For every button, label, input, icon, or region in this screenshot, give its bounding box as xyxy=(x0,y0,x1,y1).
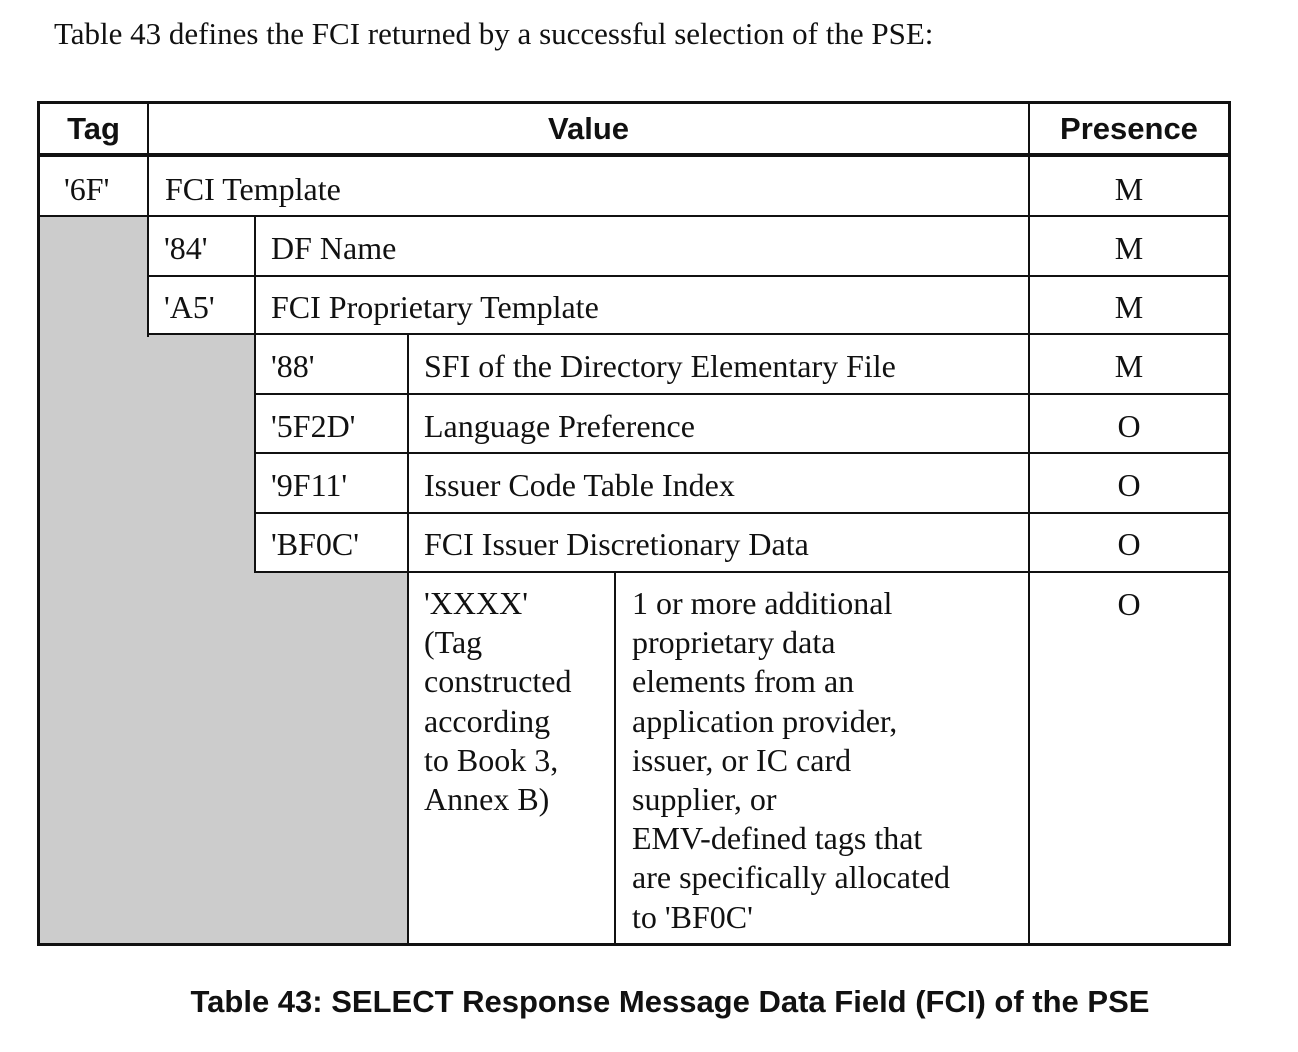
table-row-tag: '9F11' xyxy=(271,467,348,503)
level-3-tag-divider xyxy=(407,333,409,946)
tag-line: constructed xyxy=(424,663,572,700)
row-line-3 xyxy=(148,333,1231,335)
table-row-tag: '6F' xyxy=(64,171,110,207)
value-line: proprietary data xyxy=(632,624,836,661)
value-line: to 'BF0C' xyxy=(632,898,753,935)
table-row-presence: M xyxy=(1114,230,1144,266)
tag-line: 'XXXX' xyxy=(424,585,528,621)
tag-line: (Tag xyxy=(424,624,483,661)
table-row-value: SFI of the Directory Elementary File xyxy=(424,348,896,384)
tag-line: according xyxy=(424,702,551,739)
table-row-presence: O xyxy=(1117,467,1141,503)
table-row-value-multiline xyxy=(632,584,950,937)
table-row-tag-multiline xyxy=(424,584,572,819)
row-line-4 xyxy=(255,393,1231,395)
table-row-presence: O xyxy=(1117,526,1141,562)
table-row-tag: 'A5' xyxy=(164,289,215,325)
indent-shade-level-1 xyxy=(38,217,148,945)
row-line-2 xyxy=(148,275,1231,277)
table-border-left xyxy=(37,101,40,946)
table-row-tag: 'BF0C' xyxy=(271,526,360,562)
table-row-presence: M xyxy=(1114,171,1144,207)
table-row-tag: '84' xyxy=(164,230,208,266)
tag-line: to Book 3, xyxy=(424,741,559,778)
table-caption: Table 43: SELECT Response Message Data Field (FCI) of the PSE xyxy=(190,984,1150,1019)
table-row-presence: M xyxy=(1114,289,1144,325)
table-row-tag: '5F2D' xyxy=(271,408,356,444)
row-line-5 xyxy=(255,452,1231,454)
value-line: issuer, or IC card xyxy=(632,741,852,778)
intro-paragraph: Table 43 defines the FCI returned by a successful selection of the PSE: xyxy=(54,16,934,51)
table-row-presence: M xyxy=(1114,348,1144,384)
level-2-tag-divider xyxy=(254,215,256,573)
indent-shade-level-3 xyxy=(255,572,408,945)
table-row-value: FCI Proprietary Template xyxy=(271,289,599,325)
table-row-value: Language Preference xyxy=(424,408,695,444)
table-border-bottom xyxy=(37,943,1231,946)
table-row-value: Issuer Code Table Index xyxy=(424,467,735,503)
value-line: are specifically allocated xyxy=(632,859,951,896)
header-presence: Presence xyxy=(1060,111,1198,146)
value-line: EMV-defined tags that xyxy=(632,820,923,857)
row-line-7 xyxy=(255,571,1231,573)
row-line-6 xyxy=(255,512,1231,514)
table-row-presence: O xyxy=(1117,586,1141,622)
header-value: Value xyxy=(548,111,629,146)
table-row-tag: '88' xyxy=(271,348,315,384)
value-line: elements from an xyxy=(632,663,855,700)
value-line: 1 or more additional xyxy=(632,585,893,621)
value-line: supplier, or xyxy=(632,781,777,818)
table-border-right xyxy=(1228,101,1231,946)
tag-line: Annex B) xyxy=(424,781,550,818)
row-line-1 xyxy=(37,215,1231,217)
indent-shade-level-2 xyxy=(148,335,255,945)
value-line: application provider, xyxy=(632,702,898,739)
table-row-value: FCI Template xyxy=(165,171,341,207)
table-row-value: DF Name xyxy=(271,230,397,266)
table-row-presence: O xyxy=(1117,408,1141,444)
table-row-value: FCI Issuer Discretionary Data xyxy=(424,526,809,562)
level-4-tag-divider xyxy=(614,571,616,946)
header-tag: Tag xyxy=(67,111,120,146)
